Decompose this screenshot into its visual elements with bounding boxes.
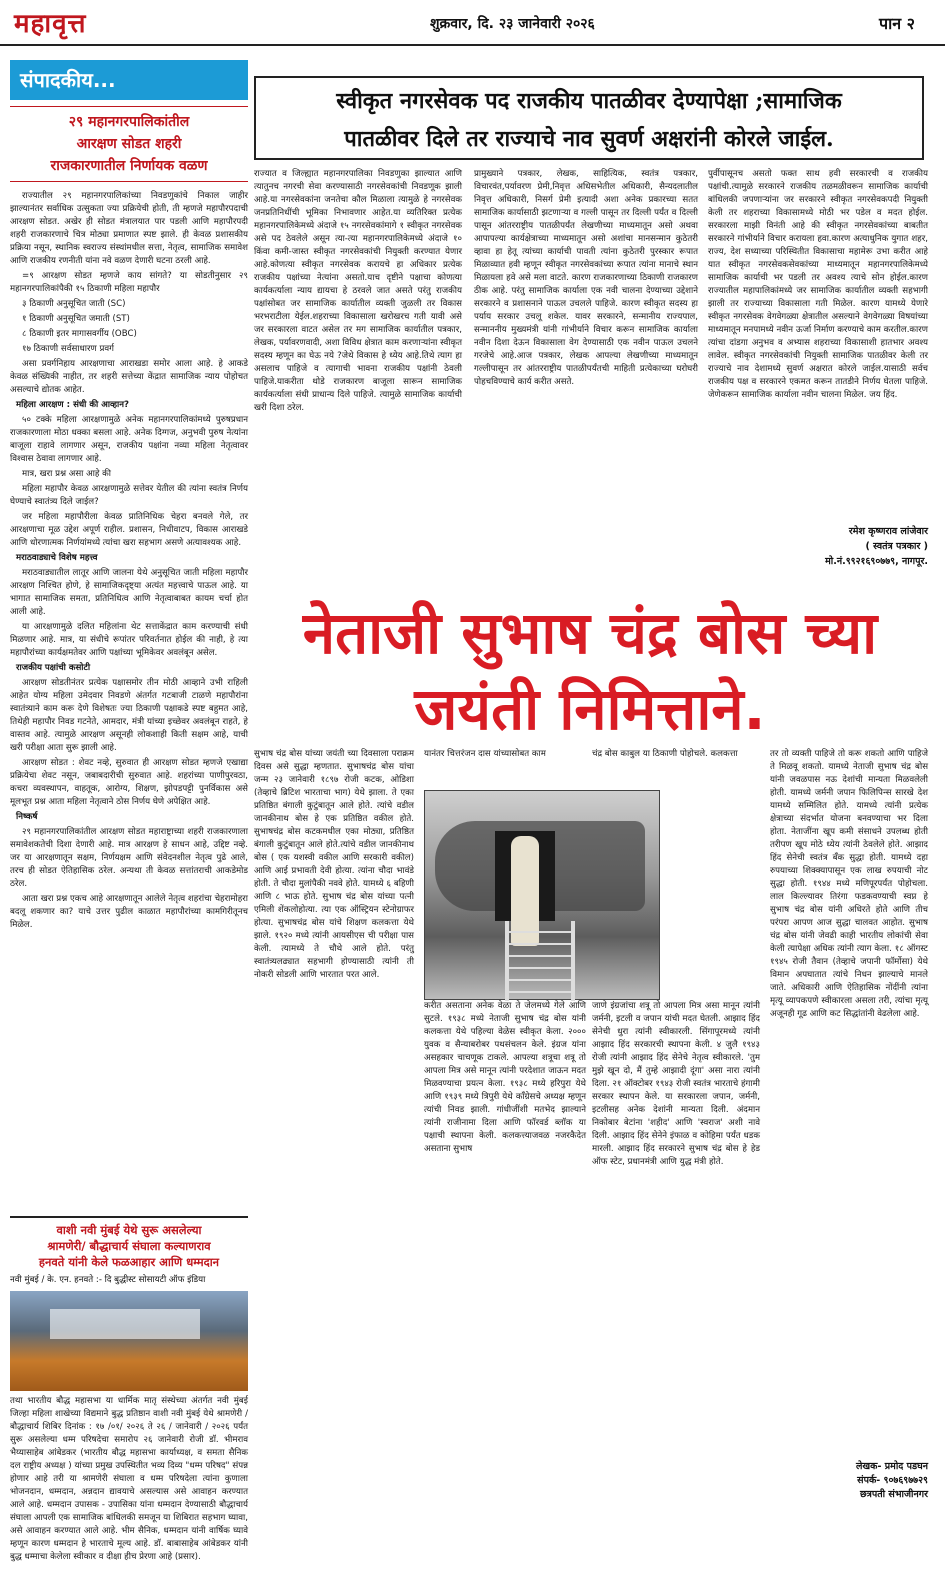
signature-contact: मो.नं.९९२१६९०७७९, नागपूर. <box>825 556 928 567</box>
side-news-dateline: नवी मुंबई / के. एन. हनवते :- दि बुद्धीस्ट सोसायटी ऑफ इंडिया <box>10 1275 206 1285</box>
top-article-col-2: प्रामुख्याने पत्रकार, लेखक, साहित्यिक, स्वतंत्र पत्रकार, विचारवंत,पर्यावरण प्रेमी,निवृत्त अधिसभेतील अधिकारी, सैन्यदलातील निवृत्त अधिकारी, निसर्ग प्रेमी इत्यादी अशा अनेक प्रकारच्या सतत सामाजिक कार्यासाठी झटणाऱ्या व गल्ली पासून तर दिल्ली पर्यंत व दिल्ली पासून आंतरराष्ट्रीय पातळीपर्यंत लेखणीच्या माध्यमातून असो अथवा आपापल्या कार्यक्षेत्राच्या माध्यमातून असो अशांचा मानसन्मान कुठेतरी व्हावा हा हेतू त्यांच्या कार्याची पावती त्यांना कुठेतरी पुरस्कार रूपात मिळाव्यात हवी म्हणून स्वीकृत नगरसेवकांच्या रूपात त्यांना मानाचे स्थान मिळायला हवे असे मला वाटते. कारण राजकारणाच्या ठिकाणी राजकारण ठीक आहे. परंतु सामाजिक कार्याला एक नवी चालना देण्याच्या उद्देशाने सरकारने व प्रशासनाने पाऊल उचलले पाहिजे. कारण स्वीकृत सदस्य हा पर्याय सरकार उचलू शकेल. यावर सरकारने, सन्मानीय राज्यपाल, सन्माननीय मुख्यमंत्री यांनी गांभीर्याने विचार करून सामाजिक कार्याला नवीन दिशा देऊन विकासाला वेग देण्यासाठी एक नवीन पाऊल उचलने गरजेचे आहे.आज पत्रकार, लेखक आपल्या लेखणीच्या माध्यमातून गल्लीपासून तर आंतरराष्ट्रीय पातळीपर्यंतची माहिती प्रत्येकाच्या घरोघरी पोहचविण्याचे कार्य करीत असते. <box>474 169 698 387</box>
side-news-title-line: श्रामणेरी/ बौद्धाचार्य संघाला कल्याणराव <box>47 1239 211 1253</box>
feature-col-3: जाणे इंग्रजांचा शत्रू तो आपला मित्र असा मानून त्यांनी जर्मनी, इटली व जपान यांची मदत घेतली. आझाद हिंद सेनेची धुरा त्यांनी स्वीकारली. सिंगापूरमध्ये त्यांनी आझाद हिंद सरकारची स्थापना केली. ४ जुलै १९४३ रोजी त्यांनी आझाद हिंद सेनेचे नेतृत्व स्वीकारले. 'तुम मुझे खून दो, मैं तुम्हे आझादी दूंगा' असा नारा त्यांनी दिला. २१ ऑक्टोबर १९४३ रोजी स्वतंत्र भारताचे हंगामी सरकार स्थापन केले. या सरकारला जपान, जर्मनी, इटलीसह अनेक देशांनी मान्यता दिली. अंदमान निकोबार बेटांना 'शहीद' आणि 'स्वराज' अशी नावे दिली. आझाद हिंद सेनेने इंफाळ व कोहिमा पर्यंत धडक मारली. आझाद हिंद सरकारने सुभाष चंद्र बोस हे हेड ऑफ स्टेट, प्रधानमंत्री आणि युद्ध मंत्री होते. <box>592 1001 760 1167</box>
side-news-title <box>10 1216 248 1270</box>
editorial-paragraph: असा प्रवर्गनिहाय आरक्षणाचा आराखडा समोर आला आहे. हे आकडे केवळ संख्यिकी नाहीत, तर शहरी सत्तेच्या केंद्रात सामाजिक न्याय पोहोचत असल्याचे द्योतक आहेत. <box>10 359 248 395</box>
top-article-col-3: पुर्वीपासूनच असतो फक्त साथ हवी सरकारची व राजकीय पक्षांची.त्यामुळे सरकारने राजकीय तळमळीवरून सामाजिक कार्याची बांधिलकी जपणाऱ्यांना जर सरकारने स्वीकृत नगरसेवकपदी नियुक्ती केली तर शहराच्या विकासामध्ये मोठी भर पडेल व मदत होईल. सरकारला माझी विनंती आहे की स्वीकृत नगरसेवकांच्या बाबतीत सरकारने गांभीर्याने विचार करायला हवा.कारण अत्याधुनिक युगात शहर, राज्य, देश सध्याच्या परिस्थितीत विकासाचा महामेरू उभा करीत आहे यात स्वीकृत नगरसेवकसेवकांच्या माध्यमातून महानगरपालिकेमध्ये सामाजिक कार्याची भर पडली तर अवश्य त्याचे सोन होईल.कारण राज्यातील महापालिकांमध्ये जर सामाजिक कार्यातील व्यक्ती सहभागी झाली तर राज्याच्या विकासाला गती मिळेल. कारण यामध्ये येणारे स्वीकृत नगरसेवक वेगवेगळ्या क्षेत्रातील असल्याने वेगवेगळ्या विषयांच्या माध्यमातून मनपामध्ये नवीन ऊर्जा निर्माण करण्याचे काम करतील.कारण त्यांचा दांडगा अनुभव व अभ्यास शहराच्या विकासाशी हातभार अवश्य लावेल. स्वीकृत नगरसेवकांची नियुक्ती सामाजिक पातळीवर केली तर राज्याचे नाव देशामध्ये सुवर्ण अक्षरात कोरले जाईल.यासाठी सर्वच राजकीय पक्ष व सरकारने एकमत करून तातडीने निर्णय घेतला पाहिजे. जेणेकरून सामाजिक कार्याला नवीन चालना मिळेल. जय हिंद. <box>708 169 928 400</box>
feature-col-1: सुभाष चंद्र बोस यांच्या जयंती च्या दिवसाला पराक्रम दिवस असे सुद्धा म्हणतात. सुभाषचंद्र बोस यांचा जन्म २३ जानेवारी १८९७ रोजी कटक, ओडिशा (तेव्हाचे ब्रिटिश भारताचा भाग) येथे झाला. ते एका प्रतिष्ठित बंगाली कुटुंबातून आले होते. त्यांचे वडील जानकीनाथ बोस हे एक प्रतिष्ठित वकील होते. सुभाषचंद्र बोस कटकमधील एका मोठ्या, प्रतिष्ठित बंगाली कुटुंबातून आले होते.त्यांचे वडील जानकीनाथ बोस ( एक यशस्वी वकील आणि सरकारी वकील) आणि आई प्रभावती देवी होत्या. त्यांना चौदा भावंडे होती. ते चौदा मुलांपैकी नववे होते. यामध्ये ६ बहिणी आणि ८ भाऊ होते. सुभाष चंद्र बोस यांच्या पत्नी एमिली शेंकलोहोत्या. त्या एक ऑस्ट्रियन स्टेनोग्राफर होत्या. सुभाषचंद्र बोस यांचे शिक्षण कलकत्ता येथे झाले. १९२० मध्ये त्यांनी आयसीएस ची परीक्षा पास केली. त्यामध्ये ते चौथे आले होते. परंतु स्वातंत्र्यलढ्यात सहभागी होण्यासाठी त्यांनी ती नोकरी सोडली आणि भारतात परत आले. <box>254 749 414 980</box>
editorial-title-line: राजकारणातील निर्णायक वळण <box>50 158 208 174</box>
editorial-paragraph: ३ ठिकाणी अनुसूचित जाती (SC) <box>22 299 126 309</box>
editorial-paragraph: आता खरा प्रश्न एकच आहे आरक्षणातून आलेले नेतृत्व शहरांचा चेहरामोहरा बदलू शकणार का? याचे उत्तर पुढील काळात महापौरांच्या कामगिरीतूनच मिळेल. <box>10 894 248 930</box>
feature-col-3-top: चंद्र बोस काबुल या ठिकाणी पोहोचले. कलकत्ता <box>592 749 738 759</box>
boarding-stairs <box>505 921 575 1001</box>
feature-col-2: करीत असताना अनेक वेळा ते जेलमध्ये गेले आणि सुटले. १९३८ मध्ये नेताजी सुभाष चंद्र बोस यांनी कलकत्ता येथे पहिल्या वेळेस स्वीकृत केला. २००० युवक व सैन्याबरोबर पथसंचलन केले. इंग्रज यांना असहकार चाचणूक टाकले. आपल्या शत्रूचा शत्रू तो आपला मित्र असे मानून त्यांनी परदेशात जाऊन मदत मिळवण्याचा प्रयत्न केला. १९३८ मध्ये हरिपुरा येथे आणि १९३९ मध्ये त्रिपुरी येथे काँग्रेसचे अध्यक्ष म्हणून त्यांची निवड झाली. गांधीजींशी मतभेद झाल्याने त्यांनी राजीनामा दिला आणि फॉरवर्ड ब्लॉक या पक्षाची स्थापना केली. कलकत्त्याजवळ नजरकैदेत असताना सुभाष <box>424 1001 586 1154</box>
masthead <box>0 0 945 46</box>
editorial-paragraph: राज्यातील २९ महानगरपालिकांच्या निवडणुकांचे निकाल जाहीर झाल्यानंतर सर्वाधिक उत्सुकता ज्या प्रक्रियेची होती, ती म्हणजे महापौरपदाची आरक्षण सोडत. अखेर ही सोडत मंत्रालयात पार पडली आणि महापौरपदी शहरी राजकारणाचे चित्र मोठ्या प्रमाणात स्पष्ट झाले. ही केवळ प्रशासकीय प्रक्रिया नसून, स्थानिक स्वराज्य संस्थांमधील सत्ता, नेतृत्व, सामाजिक समावेश आणि राजकीय रणनीती यांना नवे वळण देणारी घटना ठरली आहे. <box>10 191 248 266</box>
editorial-section-label: संपादकीय... <box>10 60 248 100</box>
editorial-body <box>10 190 248 1210</box>
newspaper-logo: महावृत्त <box>14 9 87 39</box>
editorial-subheading: मराठवाड्याचे विशेष महत्त्व <box>16 553 98 563</box>
editorial-paragraph: मात्र, खरा प्रश्न असा आहे की <box>22 469 112 479</box>
editorial-paragraph: आरक्षण सोडत : शेवट नव्हे, सुरुवात ही आरक्षण सोडत म्हणजे एखाद्या प्रक्रियेचा शेवट नसून, जबाबदारीची सुरुवात आहे. शहरांच्या पाणीपुरवठा, कचरा व्यवस्थापन, वाहतूक, आरोग्य, शिक्षण, झोपडपट्टी पुनर्विकास असे मूलभूत प्रश्न आता महिला नेतृत्वाने ठोस निर्णय घेणे अपेक्षित आहे. <box>10 758 248 807</box>
author-city: छत्रपती संभाजीनगर <box>859 1489 928 1500</box>
editorial-paragraph: =९ आरक्षण सोडत म्हणजे काय सांगते? या सोडतीनुसार २९ महानगरपालिकांपैकी १५ ठिकाणी महिला महापौर <box>10 271 248 294</box>
editorial-paragraph: ५० टक्के महिला आरक्षणामुळे अनेक महानगरपालिकांमध्ये पुरुषप्रधान राजकारणाला मोठा धक्का बसला आहे. अनेक दिग्गज, अनुभवी पुरुष नेत्यांना बाजूला राहावे लागणार असून, राजकीय पक्षांना नव्या महिला नेतृत्वावर विश्वास ठेवावा लागणार आहे. <box>10 415 248 464</box>
top-article-col-1: राज्यात व जिल्ह्यात महानगरपालिका निवडणुका झाल्यात आणि त्यातुनच नगरची सेवा करण्यासाठी नगरसेवकांची निवडणूक झाली आहे.या नगरसेवकांना जनतेचा कौल मिळाला त्यामुळे हे नगरसेवक जनप्रतिनिधींची भूमिका निभावणार आहेत.या व्यतिरिक्त प्रत्येक महानगरपालिकेमध्ये अंदाजे १५ नगरसेवकांमागे १ स्वीकृत नगरसेवक असे पद ठेवलेले असून त्या-त्या महानगरपालिकेमध्ये अंदाजे १० किंवा कमी-जास्त स्वीकृत नगरसेवकांची नियुक्ती करण्यात येणार आहे.कोणत्या स्वीकृत नगरसेवक करायचे हा अधिकार प्रत्येक राजकीय पक्षांच्या नेत्यांना असतो.याच दृष्टीने पक्षाचा कोणत्या कार्यकर्त्याला न्याय द्यायचा हे ठरवले जात असते परंतु राजकीय पक्षांसोबत जर सामाजिक कार्यातील व्यक्ती जुळली तर विकास भरभराटीला येईल.शहराच्या विकासाला खरोखरच गती यावी असे जर सरकारला वाटत असेल तर मग सामाजिक कार्यातील पत्रकार, लेखक, पर्यावरणवादी, अशा विविध क्षेत्रात काम करणाऱ्यांना स्वीकृत सदस्य म्हणून का घेऊ नये ?जेथे विकास हे ध्येय आहे.तिथे त्याग हा असलाच पाहिजे व त्यागाची भावना राजकीय पक्षांनी ठेवली पाहिजे.याकरीता थोडे राजकारण बाजूला सारून सामाजिक कार्यकर्त्याला संधी प्राधान्य दिले पाहिजे. त्यामुळे सामाजिक कार्याची खरी दिशा ठरेल. <box>254 169 462 413</box>
top-article-signature <box>708 524 928 569</box>
editorial-paragraph: ८ ठिकाणी इतर मागासवर्गीय (OBC) <box>22 329 137 339</box>
page-number: पान २ <box>878 14 915 33</box>
editorial-subheading: राजकीय पक्षांची कसोटी <box>16 663 91 673</box>
headline-line: स्वीकृत नगरसेवक पद राजकीय पातळीवर देण्यापेक्षा ;सामाजिक <box>336 88 842 114</box>
feature-col-4: तर तो व्यक्ती पाहिजे तो करू शकतो आणि पाहिजे ते मिळवू शकतो. यामध्ये नेताजी सुभाष चंद्र बोस यांनी जवळपास नऊ देशांची मान्यता मिळवलेली होती. यामध्ये जर्मनी जपान फिलिपिन्स सारखे देश यामध्ये सम्मिलित होते. यामध्ये त्यांनी प्रत्येक क्षेत्राच्या संदर्भात योजना बनवण्याचा भर दिला होता. नेताजींना खूप कमी संसाधने उपलब्ध होती तरीपण खूप मोठे ध्येय त्यांनी ठेवलेले होते. आझाद हिंद सेनेची स्वतंत्र बँक सुद्धा होती. यामध्ये दहा रुपयाच्या शिक्क्यापासून एक लाख रुपयाची नोट सुद्धा होती. १९४४ मध्ये मणिपूरपर्यंत पोहोचला. लाल किल्ल्यावर तिरंगा फडकवण्याची स्वप्न हे सुभाष चंद्र बोस यांनी अधिरते होते आणि तीच परंपरा आपण आज सुद्धा चालवत आहोत. सुभाष चंद्र बोस यांनी जेवढी काही भारतीय लोकांची सेवा केली त्यापेक्षा अधिक त्यांनी त्याग केला. १८ ऑगस्ट १९४५ रोजी तैवान (तेव्हाचे जपानी फॉर्मोसा) येथे विमान अपघातात त्यांचे निधन झाल्याचे मानले जाते. अधिकारी आणि ऐतिहासिक नोंदींनी त्यांना मृत्यू व्यापकपणे स्वीकारला असला तरी, त्यांचा मृत्यू अजूनही गूढ आणि कट सिद्धांतांनी वेढलेला आहे. <box>770 749 928 1019</box>
editorial-subheading: महिला आरक्षण : संधी की आव्हान? <box>16 400 130 410</box>
editorial-column <box>10 60 248 1562</box>
editorial-paragraph: मराठवाड्यातील लातूर आणि जालना येथे अनुसूचित जाती महिला महापौर आरक्षण निश्चित होणे, हे सामाजिकदृष्ट्या अत्यंत महत्त्वाचे पाऊल आहे. या भागात सामाजिक समता, प्रतिनिधित्व आणि नेतृत्वाबाबत कायम चर्चा होत आली आहे. <box>10 568 248 617</box>
feature-author <box>770 1460 928 1502</box>
side-news-title-line: वाशी नवी मुंबई येथे सुरू असलेल्या <box>56 1223 202 1237</box>
feature-headline-line-1: नेताजी सुभाष चंद्र बोस च्या <box>302 599 878 667</box>
editorial-paragraph: आरक्षण सोडतीनंतर प्रत्येक पक्षासमोर तीन मोठी आव्हाने उभी राहिली आहेत योग्य महिला उमेदवार निवडणे अंतर्गत गटबाजी टाळणे महापौरांना स्वातंत्र्याने काम करू देणे विशेषतः ज्या ठिकाणी पक्षाकडे स्पष्ट बहुमत आहे, तिथेही महापौर निवड गटनेते, आमदार, मंत्री यांच्या इच्छेवर अवलंबून राहते, हे वास्तव आहे. त्यामुळे आरक्षण असूनही लोकशाही किती सक्षम आहे, याची खरी परीक्षा आता सुरू झाली आहे. <box>10 678 248 753</box>
editorial-paragraph: १ ठिकाणी अनुसूचित जमाती (ST) <box>22 314 130 324</box>
editorial-subheading: निष्कर्ष <box>16 812 38 822</box>
signature-name: रमेश कृष्णराव लांजेवार <box>848 526 928 537</box>
author-name: लेखक- प्रमोद पडघन <box>855 1461 928 1472</box>
feature-headline-line-2: जयंती निमित्ताने. <box>414 675 766 743</box>
editorial-title <box>10 106 248 182</box>
monks-gathering-photo <box>10 1291 248 1391</box>
editorial-paragraph: जर महिला महापौरीला केवळ प्रातिनिधिक चेहरा बनवले गेले, तर आरक्षणाचा मूळ उद्देश अपूर्ण राहील. प्रशासन, निधीवाटप, विकास आराखडे आणि धोरणात्मक निर्णयांमध्ये त्यांचा खरा सहभाग असणे अत्यावश्यक आहे. <box>10 512 248 548</box>
editorial-title-line: २९ महानगरपालिकांतील <box>68 114 190 130</box>
top-article-headline <box>254 76 924 160</box>
feature-col-2-top: यानंतर चित्तरंजन दास यांच्यासोबत काम <box>424 749 546 759</box>
editorial-paragraph: या आरक्षणामुळे दलित महिलांना थेट सत्ताकेंद्रात काम करण्याची संधी मिळणार आहे. मात्र, या संधीचे रूपांतर परिवर्तनात होईल की नाही, हे त्या महापौरांच्या कार्यक्षमतेवर आणि पक्षांच्या भूमिकेवर अवलंबून असेल. <box>10 622 248 658</box>
side-news-body: तथा भारतीय बौद्ध महासभा या धार्मिक मातृ संस्थेच्या अंतर्गत नवी मुंबई जिल्हा महिला शाखेच्या विद्यमाने बुद्ध प्रतिष्ठान वाशी नवी मुंबई येथे श्रामणेरी /बौद्धाचार्य शिबिर दिनांक : १७ /०१/ २०२६ ते २६ / जानेवारी / २०२६ पर्यंत सुरू असलेल्या धम्म परिषदेचा समारोप २६ जानेवारी रोजी डॉ. भीमराव भैय्यासाहेब आंबेडकर (भारतीय बौद्ध महासभा कार्याध्यक्ष, व समता सैनिक दल राष्ट्रीय अध्यक्ष ) यांच्या प्रमुख उपस्थितीत भव्य दिव्य "धम्म परिषद" संपन्न होणार आहे तरी या श्रामणेरी संघाला व धम्म परिषदेला त्यांना कुणाला भोजनदान, धम्मदान, अन्नदान द्यावयाचे असल्यास असे आवाहन करण्यात आले आहे. धम्मदान उपासक - उपासिका यांना धम्मदान देण्यासाठी बौद्धाचार्य संघाला आपली एक सामाजिक बांधिलकी समजून या शिबिरात सहभाग घ्यावा, असे आवाहन करण्यात आले आहे. भीम सैनिक, धम्मदान यांनी वार्षिक घ्यावे म्हणून कारण धम्मदान हे भारताचे मूल्य आहे. डॉ. बाबासाहेब आंबेडकर यांनी बुद्ध धम्माचा केलेला स्वीकार व दीक्षा हीच प्रेरणा आहे (प्रसार). <box>10 1396 248 1562</box>
author-contact: संपर्क- ९०७६९७७२९ <box>857 1475 928 1486</box>
editorial-paragraph: १७ ठिकाणी सर्वसाधारण प्रवर्ग <box>22 344 114 354</box>
netaji-airplane-photo <box>424 790 660 1000</box>
issue-date: शुक्रवार, दि. २३ जानेवारी २०२६ <box>430 16 595 32</box>
editorial-title-line: आरक्षण सोडत शहरी <box>76 136 182 152</box>
side-news-title-line: हनवते यांनी केले फळआहार आणि धम्मदान <box>38 1255 220 1269</box>
editorial-paragraph: २९ महानगरपालिकांतील आरक्षण सोडत महाराष्ट्राच्या शहरी राजकारणाला समावेशकतेची दिशा देणारी आहे. मात्र आरक्षण हे साधन आहे, उद्दिष्ट नव्हे. जर या आरक्षणातून सक्षम, निर्णयक्षम आणि संवेदनशील नेतृत्व पुढे आले, तरच ही सोडत ऐतिहासिक ठरेल. अन्यथा ती केवळ सत्तांतराची आकडेमोड ठरेल. <box>10 827 248 889</box>
signature-role: ( स्वतंत्र पत्रकार ) <box>865 541 928 552</box>
editorial-paragraph: महिला महापौर केवळ आरक्षणामुळे सत्तेवर येतील की त्यांना स्वतंत्र निर्णय घेण्याचे स्वातंत्र्य दिले जाईल? <box>10 484 248 507</box>
headline-line: पातळीवर दिले तर राज्याचे नाव सुवर्ण अक्षरांनी कोरले जाईल. <box>344 126 834 152</box>
